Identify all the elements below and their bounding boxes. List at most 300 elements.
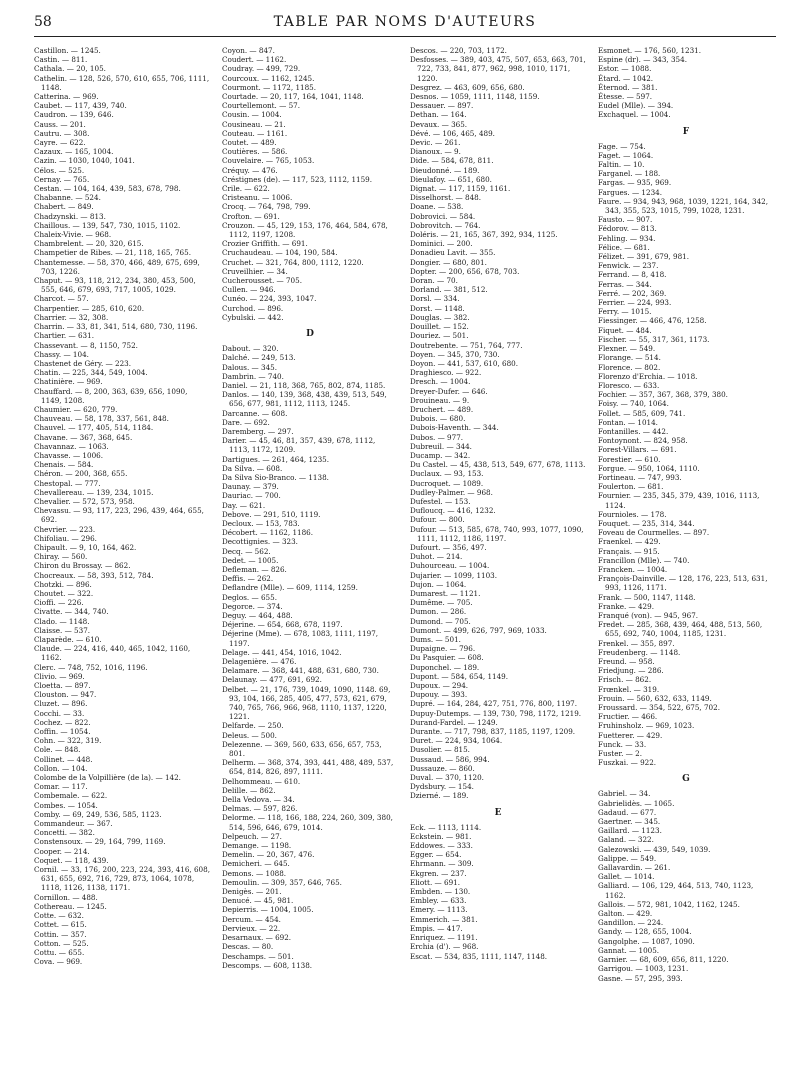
- index-entry: Duval. — 370, 1120.: [410, 773, 484, 783]
- index-entry: Dupont. — 584, 654, 1149.: [410, 671, 509, 681]
- index-entry: Coudert. — 1162.: [222, 55, 287, 65]
- page-number: 58: [34, 14, 52, 30]
- index-entry: Dussauze. — 860.: [410, 763, 475, 773]
- index-entry: Delage. — 441, 454, 1016, 1042.: [222, 647, 342, 657]
- index-entry: Demoulin. — 309, 357, 646, 765.: [222, 877, 342, 887]
- index-entry: Cruchet. — 321, 764, 800, 1112, 1220.: [222, 257, 364, 267]
- index-entry: Disselhorst. — 848.: [410, 193, 482, 203]
- index-entry: Crocq. — 764, 798, 799.: [222, 202, 311, 212]
- index-entry: Chestopal. — 777.: [34, 478, 101, 488]
- index-entry: Dianoux. — 9.: [410, 147, 461, 157]
- index-entry: Empis. — 417.: [410, 923, 463, 933]
- index-entry: Dydsbury. — 154.: [410, 782, 474, 792]
- index-entry: Follet. — 585, 609, 741.: [598, 408, 686, 418]
- index-entry: Forgue. — 950, 1064, 1110.: [598, 463, 700, 473]
- index-entry: Cottin. — 357.: [34, 929, 87, 939]
- index-entry: Gangolphe. — 1087, 1090.: [598, 936, 695, 946]
- index-entry: Chevalier. — 572, 573, 958.: [34, 496, 135, 506]
- index-entry: Gaillard. — 1123.: [598, 826, 662, 836]
- index-entry: Deffis. — 262.: [222, 574, 274, 584]
- index-entry: François-Dainville. — 128, 176, 223, 513, 631, 993, 1126, 1171.: [598, 574, 768, 593]
- index-entry: Dudley-Palmer. — 968.: [410, 487, 493, 497]
- index-entry: Cullen. — 946.: [222, 285, 276, 295]
- index-entry: Cornillon. — 488.: [34, 892, 98, 902]
- index-entry: Defleman. — 826.: [222, 564, 287, 574]
- index-entry: Franqué (von). — 945, 967.: [598, 610, 699, 620]
- index-entry: Foisy. — 740, 1064.: [598, 399, 669, 409]
- index-entry: Cruchaudeau. — 104, 190, 584.: [222, 248, 338, 258]
- index-entry: Chocreaux. — 58, 393, 512, 784.: [34, 570, 154, 580]
- index-entry: Deschamps. — 501.: [222, 951, 294, 961]
- index-entry: Duhourceau. — 1004.: [410, 561, 490, 571]
- index-entry: Friedjung. — 286.: [598, 666, 664, 676]
- index-entry: Demons. — 1088.: [222, 868, 287, 878]
- index-entry: Cruveilhier. — 34.: [222, 266, 288, 276]
- index-entry: Decottignies. — 323.: [222, 537, 298, 547]
- index-entry: Frœnkel. — 319.: [598, 684, 660, 694]
- index-entry: Eckstein. — 981.: [410, 831, 472, 841]
- index-entry: Dusolier. — 815.: [410, 745, 470, 755]
- index-entry: Descos. — 220, 703, 1172.: [410, 46, 507, 55]
- index-entry: Chavannaz. — 1063.: [34, 441, 109, 451]
- index-entry: Desarnaux. — 692.: [222, 933, 292, 943]
- index-entry: Chaillous. — 139, 547, 730, 1015, 1102.: [34, 220, 181, 230]
- index-column-3: [410, 46, 586, 1076]
- index-entry: Dupuy-Dutemps. — 139, 730, 798, 1172, 1219.: [410, 708, 582, 718]
- index-entry: Erchia (d'). — 968.: [410, 942, 479, 952]
- index-entry: Coutet. — 489.: [222, 138, 277, 148]
- index-entry: Fage. — 754.: [598, 141, 646, 151]
- index-entry: Dabout. — 320.: [222, 344, 279, 354]
- index-entry: Durand-Fardel. — 1249.: [410, 717, 498, 727]
- index-entry: Combes. — 1054.: [34, 800, 98, 810]
- index-entry: Ferry. — 1015.: [598, 307, 652, 317]
- index-entry: Chenais. — 584.: [34, 460, 94, 470]
- index-entry: Denucé. — 45, 981.: [222, 896, 294, 906]
- index-entry: Combemale. — 622.: [34, 791, 108, 801]
- index-entry: Déjerine. — 654, 668, 678, 1197.: [222, 620, 343, 630]
- index-entry: Cioffi. — 226.: [34, 598, 84, 608]
- index-entry: Frouin. — 560, 632, 633, 1149.: [598, 693, 712, 703]
- index-entry: Célos. — 525.: [34, 165, 85, 175]
- index-entry: Dalous. — 345.: [222, 362, 278, 372]
- index-entry: Dévé. — 106, 465, 489.: [410, 128, 495, 138]
- index-entry: Crofton. — 691.: [222, 211, 280, 221]
- index-column-4: [598, 46, 774, 1076]
- index-entry: Fehling. — 934.: [598, 233, 656, 243]
- index-entry: Depierris. — 1004, 1005.: [222, 905, 314, 915]
- index-entry: Couteau. — 1161.: [222, 128, 288, 138]
- index-entry: Cooper. — 214.: [34, 846, 90, 856]
- index-entry: Curchod. — 896.: [222, 303, 284, 313]
- index-entry: Dieulafoy. — 651, 680.: [410, 174, 492, 184]
- index-entry: Dedet. — 1005.: [222, 555, 279, 565]
- index-entry: Collon. — 104.: [34, 763, 88, 773]
- index-entry: Cocchi. — 33.: [34, 708, 85, 718]
- index-entry: Dide. — 584, 678, 811.: [410, 156, 494, 166]
- index-entry: Courmont. — 1172, 1185.: [222, 82, 317, 92]
- index-entry: Esmonet. — 176, 560, 1231.: [598, 46, 702, 55]
- index-entry: Cloetta. — 897.: [34, 681, 91, 691]
- index-entry: Doyen. — 345, 370, 730.: [410, 349, 500, 359]
- index-entry: Egger. — 654.: [410, 850, 462, 860]
- index-entry: Cybulski. — 442.: [222, 312, 284, 322]
- index-entry: Daniel. — 21, 118, 368, 765, 802, 874, 1185.: [222, 380, 386, 390]
- index-entry: Galezowski. — 439, 549, 1039.: [598, 844, 711, 854]
- index-entry: Chassy. — 104.: [34, 349, 89, 359]
- index-entry: Cathala. — 20, 105.: [34, 64, 106, 74]
- index-entry: Dumond. — 705.: [410, 616, 471, 626]
- index-entry: Froussard. — 354, 522, 675, 702.: [598, 703, 720, 713]
- index-entry: Éternod. — 381.: [598, 82, 658, 92]
- index-entry: Escat. — 534, 835, 1111, 1147, 1148.: [410, 951, 548, 961]
- index-entry: Chauveau. — 58, 178, 337, 561, 848.: [34, 414, 169, 424]
- index-entry: Étard. — 1042.: [598, 73, 654, 83]
- index-entry: Concetti. — 382.: [34, 828, 95, 838]
- index-entry: Choutet. — 322.: [34, 588, 94, 598]
- index-entry: Dervieux. — 22.: [222, 923, 281, 933]
- index-entry: Farganel. — 188.: [598, 169, 661, 179]
- index-entry: Fargas. — 935, 969.: [598, 178, 672, 188]
- index-entry: Delfarde. — 250.: [222, 721, 284, 731]
- index-entry: Français. — 915.: [598, 546, 660, 556]
- index-entry: Dzierné. — 189.: [410, 791, 469, 801]
- index-entry: Cousin. — 1004.: [222, 110, 282, 120]
- index-entry: Dobrovici. — 584.: [410, 211, 476, 221]
- index-entry: Daremberg. — 297.: [222, 426, 294, 436]
- index-entry: Desfosses. — 389, 403, 475, 507, 653, 663, 701, 722, 733, 841, 877, 962, 998, 1010, 1171, 1220.: [410, 55, 586, 83]
- index-entry: Embley. — 633.: [410, 896, 467, 906]
- index-entry: Ferrand. — 8, 418.: [598, 270, 667, 280]
- index-entry: Ducamp. — 342.: [410, 450, 471, 460]
- index-entry: Dupouy. — 393.: [410, 690, 468, 700]
- index-entry: Exchaquel. — 1004.: [598, 110, 671, 120]
- index-entry: Cole. — 848.: [34, 745, 81, 755]
- index-entry: Franke. — 429.: [598, 601, 654, 611]
- index-entry: Charcot. — 57.: [34, 294, 89, 304]
- index-entry: Dubreuil. — 344.: [410, 441, 472, 451]
- index-entry: Francillon (Mlle). — 740.: [598, 555, 690, 565]
- index-entry: Chabanne. — 524.: [34, 193, 101, 203]
- index-entry: Cochez. — 822.: [34, 717, 91, 727]
- index-entry: Daunay. — 379.: [222, 482, 279, 492]
- index-entry: Coffin. — 1054.: [34, 727, 91, 737]
- index-entry: Enriquez. — 1191.: [410, 933, 478, 943]
- index-entry: Chantemesse. — 58, 370, 466, 489, 675, 699, 703, 1226.: [34, 257, 200, 276]
- index-entry: Catterina. — 969.: [34, 92, 99, 102]
- index-entry: Delille. — 862.: [222, 785, 276, 795]
- index-entry: Florange. — 514.: [598, 353, 661, 363]
- index-entry: Desnos. — 1059, 1111, 1148, 1159.: [410, 92, 540, 102]
- index-entry: Claude. — 224, 416, 440, 465, 1042, 1160, 1162.: [34, 644, 191, 663]
- index-entry: Coudray. — 499, 729.: [222, 64, 301, 74]
- index-entry: Fredet. — 285, 368, 439, 464, 488, 513, 560, 655, 692, 740, 1004, 1185, 1231.: [598, 620, 763, 639]
- index-entry: Dorland. — 381, 512.: [410, 285, 488, 295]
- index-entry: Denigès. — 201.: [222, 887, 282, 897]
- running-header: [34, 14, 776, 37]
- index-entry: Darcanne. — 608.: [222, 408, 288, 418]
- index-entry: Dessauer. — 897.: [410, 101, 474, 111]
- index-entry: Dums. — 501.: [410, 635, 461, 644]
- index-entry: Gabrielidès. — 1065.: [598, 798, 675, 808]
- index-entry: Chifoliau. — 296.: [34, 533, 97, 543]
- index-entry: Fructier. — 466.: [598, 712, 658, 722]
- index-entry: Fontoynont. — 824, 958.: [598, 436, 688, 446]
- index-entry: Chéron. — 200, 368, 655.: [34, 469, 128, 479]
- index-entry: Cousineau. — 21.: [222, 119, 286, 129]
- index-entry: Cotton. — 525.: [34, 938, 89, 948]
- index-entry: Crouzon. — 45, 129, 153, 176, 464, 584, 678, 1112, 1197, 1208.: [222, 220, 388, 240]
- index-entry: Deguy. — 464, 488.: [222, 610, 293, 620]
- index-entry: Clivio. — 969.: [34, 671, 85, 681]
- index-entry: Frisch. — 862.: [598, 675, 652, 685]
- index-entry: Dignat. — 117, 1159, 1161.: [410, 184, 511, 194]
- index-entry: Comby. — 69, 249, 536, 585, 1123.: [34, 809, 162, 819]
- index-entry: Fédorov. — 813.: [598, 224, 657, 234]
- index-entry: Ekgren. — 237.: [410, 868, 467, 878]
- index-entry: Dumarest. — 1121.: [410, 588, 481, 598]
- index-entry: Espine (dr). — 343, 354.: [598, 55, 687, 65]
- index-entry: Du Castel. — 45, 438, 513, 549, 677, 678, 1113.: [410, 460, 586, 470]
- index-entry: Du Pasquier. — 608.: [410, 653, 484, 663]
- index-entry: Dumon. — 286.: [410, 607, 467, 617]
- index-entry: Delezenne. — 369, 560, 633, 656, 657, 753, 801.: [222, 739, 382, 759]
- index-entry: Civatte. — 344, 740.: [34, 607, 109, 617]
- index-entry: Floresco. — 633.: [598, 380, 660, 390]
- index-entry: Cucherousset. — 705.: [222, 276, 302, 286]
- index-entry: Charrier. — 32, 308.: [34, 312, 109, 322]
- index-entry: Freudenberg. — 1148.: [598, 647, 681, 657]
- index-entry: Dubois. — 680.: [410, 414, 466, 424]
- index-entry: Fuszkai. — 922.: [598, 758, 657, 768]
- index-entry: Commandeur. — 367.: [34, 819, 113, 829]
- index-entry: Foulerton. — 681.: [598, 482, 664, 492]
- index-entry: Delbet. — 21, 176, 739, 1049, 1090, 1148. 69, 93, 104, 166, 285, 405, 477, 573, 621, 679, 740, 765, 766, 966, 968, 1110, 1137, 1220, 1221.: [222, 684, 391, 722]
- index-entry: Douglas. — 382.: [410, 312, 470, 322]
- index-entry: Cathelin. — 128, 526, 570, 610, 655, 706, 1111, 1148.: [34, 73, 210, 92]
- index-entry: Dufour. — 800.: [410, 515, 465, 525]
- index-entry: Gannat. — 1005.: [598, 945, 660, 955]
- index-entry: Da Silva Sio-Branco. — 1138.: [222, 472, 329, 482]
- index-entry: Chadzynski. — 813.: [34, 211, 106, 221]
- index-entry: Cazaux. — 165, 1004.: [34, 147, 114, 157]
- index-entry: Gandillon. — 224.: [598, 918, 664, 928]
- index-entry: Fenwick. — 237.: [598, 261, 659, 271]
- index-entry: Dreyer-Dufer. — 646.: [410, 386, 488, 396]
- section-letter: E: [494, 807, 502, 818]
- index-entry: Cotte. — 632.: [34, 911, 84, 921]
- index-entry: Ferrier. — 224, 993.: [598, 298, 672, 308]
- index-entry: Delpeuch. — 27.: [222, 831, 282, 841]
- index-entry: Félizet. — 391, 679, 981.: [598, 252, 689, 262]
- index-entry: Decloux. — 153, 783.: [222, 518, 300, 528]
- index-entry: Flexner. — 549.: [598, 344, 656, 354]
- index-entry: Delmas. — 597, 826.: [222, 804, 298, 814]
- index-entry: Demange. — 1198.: [222, 841, 292, 851]
- index-entry: Clado. — 1148.: [34, 616, 90, 626]
- index-entry: Chotzki. — 896.: [34, 579, 92, 589]
- index-entry: Fargues. — 1234.: [598, 187, 663, 197]
- index-entry: Galton. — 429.: [598, 909, 653, 919]
- index-entry: Gadaud. — 677.: [598, 807, 657, 817]
- index-entry: Dumême. — 705.: [410, 598, 473, 608]
- index-entry: Deleus. — 500.: [222, 730, 277, 740]
- index-entry: Collinet. — 448.: [34, 754, 93, 764]
- running-title: TABLE PAR NOMS D'AUTEURS: [273, 14, 537, 30]
- index-entry: Courtade. — 20, 117, 164, 1041, 1148.: [222, 92, 364, 102]
- index-entry: Estor. — 1088.: [598, 64, 652, 74]
- index-entry: Courcoux. — 1162, 1245.: [222, 73, 315, 83]
- index-entry: Chassevant. — 8, 1150, 752.: [34, 340, 138, 350]
- index-entry: Constensoux. — 29, 164, 799, 1169.: [34, 837, 166, 847]
- index-entry: Gallavardin. — 261.: [598, 863, 671, 873]
- index-entry: Chevrier. — 223.: [34, 524, 96, 534]
- index-entry: Claparède. — 610.: [34, 635, 102, 644]
- index-entry: Déjerine (Mme). — 678, 1083, 1111, 1197, 1197.: [222, 629, 379, 648]
- index-entry: Galliard. — 106, 129, 464, 513, 740, 1123, 1162.: [598, 881, 754, 900]
- index-entry: Gaertner. — 345.: [598, 817, 661, 827]
- index-entry: Freund. — 958.: [598, 657, 655, 666]
- index-entry: Deglos. — 655.: [222, 592, 277, 602]
- index-entry: Dobrovitch. — 764.: [410, 220, 481, 230]
- index-entry: Delorme. — 118, 166, 188, 224, 260, 309, 380, 514, 596, 646, 679, 1014.: [222, 813, 393, 832]
- index-entry: Coyon. — 847.: [222, 46, 275, 55]
- index-entry: Chaleix-Vivie. — 968.: [34, 230, 112, 240]
- index-entry: Courtellemont. — 57.: [222, 101, 301, 111]
- index-entry: Colombe de la Volpillière (de la). — 142.: [34, 773, 181, 783]
- index-entry: Chauvel. — 177, 405, 514, 1184.: [34, 423, 154, 433]
- index-entry: Dopter. — 200, 656, 678, 703.: [410, 266, 520, 276]
- index-entry: Dupoux. — 294.: [410, 681, 469, 691]
- index-entry: Cestan. — 104, 164, 439, 583, 678, 798.: [34, 184, 181, 194]
- index-entry: Fournier. — 235, 345, 379, 439, 1016, 1113, 1124.: [598, 491, 760, 510]
- index-entry: Delherm. — 368, 374, 393, 441, 488, 489, 537, 654, 814, 826, 897, 1111.: [222, 758, 394, 777]
- index-entry: Chartier. — 631.: [34, 331, 94, 341]
- index-entry: Chatin. — 225, 344, 549, 1004.: [34, 368, 148, 378]
- index-entry: Félice. — 681.: [598, 242, 650, 252]
- index-entry: Faget. — 1064.: [598, 150, 654, 160]
- index-entry: Dumont. — 499, 626, 797, 969, 1033.: [410, 625, 547, 635]
- section-letter: F: [682, 126, 690, 137]
- index-entry: Delhommeau. — 610.: [222, 776, 301, 786]
- index-entry: Créquy. — 476.: [222, 165, 278, 175]
- index-entry: Doane. — 538.: [410, 202, 464, 212]
- index-entry: Degorce. — 374.: [222, 601, 283, 611]
- index-entry: Ehrmann. — 309.: [410, 859, 474, 869]
- index-entry: Charrin. — 33, 81, 341, 514, 680, 730, 1196.: [34, 322, 198, 332]
- index-entry: Crile. — 622.: [222, 184, 270, 194]
- index-entry: Dambrin. — 740.: [222, 371, 284, 381]
- index-entry: Chipault. — 9, 10, 164, 462.: [34, 542, 137, 552]
- index-entry: Gasne. — 57, 295, 393.: [598, 973, 683, 983]
- index-entry: Chauffard. — 8, 200, 363, 639, 656, 1090, 1149, 1208.: [34, 386, 188, 405]
- index-entry: Fischer. — 55, 317, 361, 1173.: [598, 334, 710, 344]
- index-entry: Duclaux. — 93, 153.: [410, 469, 484, 479]
- section-letter: G: [682, 774, 690, 785]
- index-entry: Foveau de Courmelles. — 897.: [598, 528, 710, 538]
- index-entry: Doyon. — 441, 537, 610, 680.: [410, 358, 519, 368]
- index-entry: Chevassu. — 93, 117, 223, 296, 439, 464, 655, 692.: [34, 506, 204, 525]
- index-entry: Draghiesco. — 922.: [410, 368, 482, 378]
- index-entry: Chavasse. — 1006.: [34, 450, 104, 460]
- index-entry: Dartigues. — 261, 464, 1235.: [222, 454, 330, 464]
- index-entry: Funck. — 33.: [598, 739, 647, 749]
- index-entry: Garrigou. — 1003, 1231.: [598, 964, 689, 974]
- index-entry: Cunéo. — 224, 393, 1047.: [222, 294, 317, 304]
- index-entry: Dujarier. — 1099, 1103.: [410, 570, 498, 580]
- index-entry: Dercum. — 454.: [222, 914, 281, 924]
- index-entry: Cautru. — 308.: [34, 128, 90, 138]
- index-entry: Desgrez. — 463, 609, 656, 680.: [410, 82, 525, 92]
- index-entry: Embden. — 130.: [410, 887, 471, 897]
- index-entry: Demicheri. — 645.: [222, 859, 290, 869]
- index-entry: Champetier de Ribes. — 21, 118, 165, 765.: [34, 248, 191, 258]
- index-entry: Francken. — 1004.: [598, 564, 668, 574]
- index-entry: Duponchel. — 189.: [410, 662, 480, 672]
- index-entry: Dupaigne. — 796.: [410, 644, 476, 654]
- index-entry: Crozier Griffith. — 691.: [222, 239, 308, 249]
- index-entry: Caubet. — 117, 439, 740.: [34, 101, 127, 111]
- index-entry: Doran. — 70.: [410, 276, 458, 286]
- index-entry: Delaunay. — 477, 691, 692.: [222, 675, 322, 685]
- index-entry: Douriez. — 501.: [410, 331, 469, 341]
- index-entry: Castillon. — 1245.: [34, 46, 101, 55]
- index-entry: Doléris. — 21, 165, 367, 392, 934, 1125.: [410, 230, 558, 240]
- index-entry: Cothereau. — 1245.: [34, 901, 107, 911]
- index-entry: Dethan. — 164.: [410, 110, 467, 120]
- index-entry: Chaumier. — 620, 779.: [34, 404, 118, 414]
- index-entry: Florence. — 802.: [598, 362, 661, 372]
- index-entry: Druchert. — 489.: [410, 404, 474, 414]
- index-entry: Couvelaire. — 765, 1053.: [222, 156, 315, 166]
- index-entry: Comar. — 117.: [34, 782, 88, 792]
- index-entry: Danlos. — 140, 139, 368, 438, 439, 513, 549, 656, 677, 981, 1112, 1113, 1245.: [222, 390, 387, 409]
- index-entry: Caudron. — 139, 646.: [34, 110, 114, 120]
- section-letter: D: [306, 329, 314, 340]
- index-entry: Dominici. — 200.: [410, 239, 473, 249]
- index-entry: Fontanilles. — 442.: [598, 426, 669, 436]
- index-entry: Chatinière. — 969.: [34, 377, 103, 387]
- index-entry: Coutières. — 586.: [222, 147, 288, 157]
- index-entry: Darier. — 45, 46, 81, 357, 439, 678, 1112, 1113, 1172, 1209.: [222, 436, 376, 455]
- index-entry: Dorst. — 1148.: [410, 303, 465, 313]
- index-entry: Decq. — 562.: [222, 546, 271, 556]
- index-entry: Clerc. — 748, 752, 1016, 1196.: [34, 662, 148, 672]
- index-entry: Dresch. — 1004.: [410, 377, 471, 387]
- index-column-1: [34, 46, 210, 1076]
- index-entry: Chavane. — 367, 368, 645.: [34, 432, 133, 442]
- index-entry: Chevallereau. — 139, 234, 1015.: [34, 487, 154, 497]
- index-entry: Dujon. — 1064.: [410, 579, 467, 589]
- index-entry: Coquet. — 118, 439.: [34, 855, 109, 865]
- index-entry: Gallois. — 572, 981, 1042, 1162, 1245.: [598, 899, 740, 909]
- index-entry: Demelin. — 20, 367, 476.: [222, 850, 315, 860]
- index-entry: Cristeanu. — 1006.: [222, 193, 293, 203]
- index-entry: Fiquet. — 484.: [598, 325, 652, 335]
- index-entry: Devic. — 261.: [410, 138, 461, 148]
- index-entry: Dalché. — 249, 513.: [222, 353, 296, 363]
- index-entry: Dufloucq. — 416, 1232.: [410, 506, 496, 516]
- index-entry: Eliott. — 691.: [410, 877, 460, 887]
- index-entry: Chiray. — 560.: [34, 552, 88, 562]
- index-entry: Castin. — 811.: [34, 55, 88, 65]
- index-entry: Emmerich. — 381.: [410, 914, 478, 924]
- index-entry: Day. — 621.: [222, 500, 266, 510]
- index-entry: Duret. — 224, 934, 1064.: [410, 736, 503, 746]
- index-entry: Descas. — 80.: [222, 942, 274, 952]
- index-entry: Donadieu Lavit. — 355.: [410, 248, 496, 258]
- index-entry: Florenzo d'Erchia. — 1018.: [598, 371, 698, 381]
